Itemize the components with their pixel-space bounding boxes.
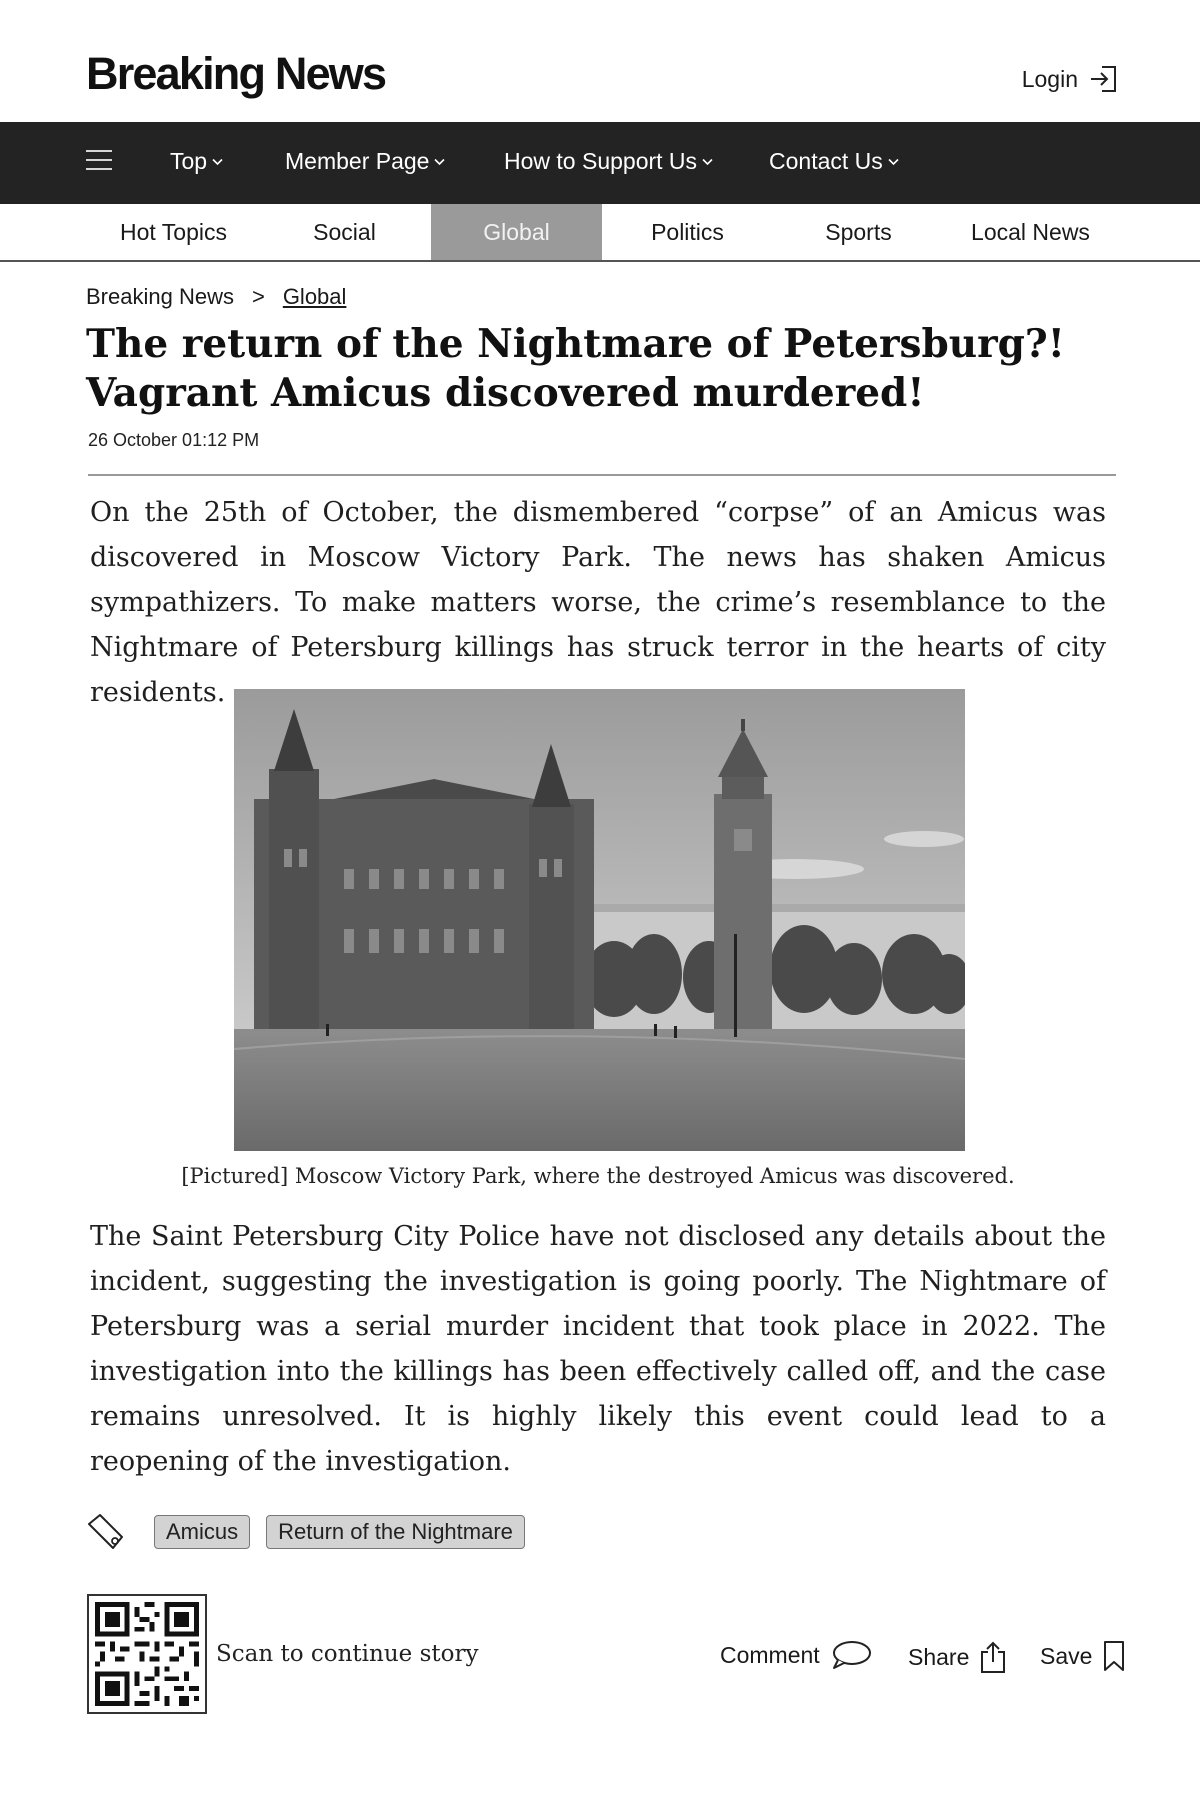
divider bbox=[88, 474, 1116, 476]
nav-item-label: Member Page bbox=[285, 148, 430, 174]
chevron-down-icon bbox=[888, 158, 899, 166]
photo-caption: [Pictured] Moscow Victory Park, where the destroyed Amicus was discovered. bbox=[181, 1164, 1015, 1188]
scan-label: Scan to continue story bbox=[216, 1641, 479, 1667]
tab-social[interactable]: Social bbox=[313, 218, 376, 245]
chevron-down-icon bbox=[434, 158, 445, 166]
tag-return-of-the-nightmare[interactable]: Return of the Nightmare bbox=[266, 1515, 525, 1549]
nav-item-member-page[interactable] bbox=[285, 148, 445, 175]
login-button[interactable] bbox=[1022, 64, 1118, 94]
share-label: Share bbox=[908, 1643, 970, 1670]
breadcrumb-root[interactable]: Breaking News bbox=[86, 284, 234, 309]
main-nav bbox=[0, 122, 1200, 204]
qr-code[interactable] bbox=[87, 1594, 207, 1714]
tab-local-news[interactable]: Local News bbox=[971, 218, 1090, 245]
qr-code-icon bbox=[95, 1602, 199, 1706]
share-icon bbox=[979, 1640, 1007, 1674]
site-header bbox=[0, 0, 1200, 122]
nav-item-how-to-support-us[interactable] bbox=[504, 148, 713, 175]
bookmark-icon bbox=[1102, 1640, 1126, 1672]
headline-line-2: Vagrant Amicus discovered murdered! bbox=[86, 370, 925, 416]
nav-item-contact-us[interactable] bbox=[769, 148, 899, 175]
tag-amicus[interactable]: Amicus bbox=[154, 1515, 250, 1549]
article-paragraph-2: The Saint Petersburg City Police have not disclosed any details about the incident, suggesting the investigation is going poorly. The Nightmare of Petersburg was a serial murder incident that took place in 2022. The investigation into the killings has been effectively called off, and the case remains unresolved. It is highly likely this event could lead to a reopening of the investigation. bbox=[90, 1221, 1106, 1477]
comment-label: Comment bbox=[720, 1641, 820, 1668]
speech-bubble-icon bbox=[830, 1640, 872, 1670]
chevron-down-icon bbox=[702, 158, 713, 166]
article-date: 26 October 01:12 PM bbox=[88, 430, 260, 450]
headline-line-1: The return of the Nightmare of Petersburg?! bbox=[86, 321, 1065, 367]
breadcrumb-separator: > bbox=[251, 284, 265, 309]
tag-icon bbox=[86, 1512, 126, 1552]
save-button[interactable] bbox=[1040, 1640, 1126, 1672]
tab-politics[interactable]: Politics bbox=[651, 218, 724, 245]
breadcrumb bbox=[86, 284, 346, 310]
moscow-square-illustration bbox=[234, 689, 965, 1151]
tab-global[interactable]: Global bbox=[431, 204, 602, 260]
save-label: Save bbox=[1040, 1642, 1093, 1669]
share-button[interactable] bbox=[908, 1640, 1007, 1674]
nav-item-label: Top bbox=[170, 148, 208, 174]
comment-button[interactable] bbox=[720, 1640, 872, 1670]
tab-hot-topics[interactable]: Hot Topics bbox=[120, 218, 227, 245]
chevron-down-icon bbox=[212, 158, 223, 166]
tab-sports[interactable]: Sports bbox=[825, 218, 892, 245]
nav-item-label: Contact Us bbox=[769, 148, 883, 174]
article-photo bbox=[234, 689, 965, 1151]
nav-item-label: How to Support Us bbox=[504, 148, 698, 174]
hamburger-menu-icon[interactable] bbox=[86, 150, 112, 172]
login-arrow-icon bbox=[1088, 64, 1118, 94]
tag-list bbox=[86, 1512, 525, 1552]
article-headline bbox=[86, 320, 1116, 418]
nav-item-top[interactable] bbox=[170, 148, 223, 175]
category-tabs bbox=[0, 204, 1200, 262]
login-label: Login bbox=[1021, 65, 1078, 92]
site-logo[interactable]: Breaking News bbox=[86, 48, 386, 99]
breadcrumb-current[interactable]: Global bbox=[282, 284, 347, 309]
article-paragraph-1: On the 25th of October, the dismembered “corpse” of an Amicus was discovered in Moscow Victory Park. The news has shaken Amicus sympathizers. To make matters worse, the crime’s resemblance to the Nightmare of Petersburg killings has struck terror in the hearts of city residents. bbox=[90, 497, 1106, 708]
